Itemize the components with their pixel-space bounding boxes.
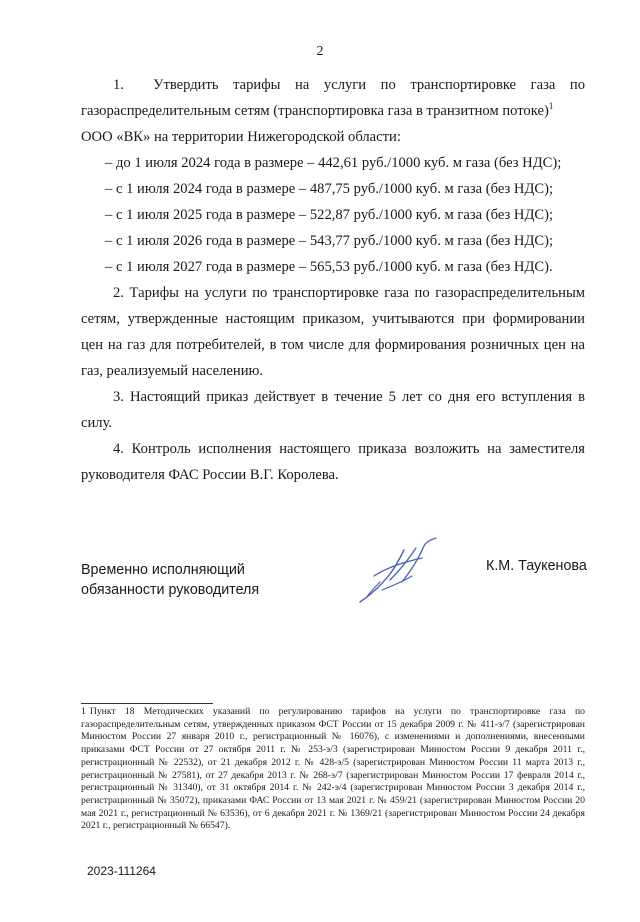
page-number: 2 bbox=[316, 44, 324, 59]
handwritten-signature bbox=[352, 536, 448, 608]
paragraph-1-text: Утвердить тарифы на услуги по транспортировке газа по газораспределительным сетям (транспортировка газа в транзитном потоке) bbox=[81, 77, 586, 119]
paragraph-1 bbox=[81, 72, 585, 124]
footnote bbox=[81, 706, 585, 833]
document-code: 2023-111264 bbox=[87, 864, 156, 878]
tariff-item: – до 1 июля 2024 года в размере – 442,61 руб./1000 куб. м газа (без НДС); bbox=[105, 155, 562, 171]
footnote-mark: 1 bbox=[81, 706, 86, 717]
footnote-separator bbox=[81, 703, 213, 704]
paragraph-1-number: 1. bbox=[113, 77, 124, 93]
paragraph-3: 3. Настоящий приказ действует в течение 5 лет со дня его вступления в силу. bbox=[81, 389, 585, 431]
signatory-position-line-2: обязанности руководителя bbox=[81, 582, 260, 598]
signatory-position bbox=[81, 560, 259, 600]
tariff-item: – с 1 июля 2027 года в размере – 565,53 руб./1000 куб. м газа (без НДС). bbox=[105, 259, 553, 275]
paragraph-4: 4. Контроль исполнения настоящего приказа возложить на заместителя руководителя ФАС России В.Г. Королева. bbox=[81, 441, 585, 483]
paragraph-2: 2. Тарифы на услуги по транспортировке газа по газораспределительным сетям, утвержденные настоящим приказом, учитываются при формировании цен на газ для потребителей, в том числе для формирования розничных цен на газ, реализуемый населению. bbox=[81, 285, 585, 379]
order-body bbox=[81, 72, 585, 488]
signatory-position-line-1: Временно исполняющий bbox=[81, 562, 245, 578]
paragraph-1-continuation: ООО «ВК» на территории Нижегородской области: bbox=[81, 129, 401, 145]
footnote-text: Пункт 18 Методических указаний по регулированию тарифов на услуги по транспортировке газа по газораспределительным сетям, утвержденных приказом ФСТ России от 15 декабря 2009 г. № 411-э/7 (зарегистрирован Минюстом России 27 января 2010 г., регистрационный № 16076), с изменениями и дополнениями, внесенными приказами ФСТ России от 27 октября 2011 г. № 253-э/3 (зарегистрирован Минюстом России 9 декабря 2011 г., регистрационный № 22532), от 21 декабря 2012 г. № 428-э/5 (зарегистрирован Минюстом России 11 марта 2013 г., регистрационный № 27581), от 27 декабря 2013 г. № 268-э/7 (зарегистрирован Минюстом России 17 февраля 2014 г., регистрационный № 31340), от 31 октября 2014 г. № 242-э/4 (зарегистрирован Минюстом России 3 декабря 2014 г., регистрационный № 35072), приказами ФАС России от 13 мая 2021 г. № 459/21 (зарегистрирован Минюстом России 20 мая 2021 г., регистрационный № 63536), от 6 декабря 2021 г. № 1369/21 (зарегистрирован Минюстом России 24 декабря 2021 г., регистрационный № 66547). bbox=[81, 706, 585, 832]
tariff-item: – с 1 июля 2024 года в размере – 487,75 руб./1000 куб. м газа (без НДС); bbox=[105, 181, 554, 197]
tariff-item: – с 1 июля 2026 года в размере – 543,77 руб./1000 куб. м газа (без НДС); bbox=[105, 233, 554, 249]
signatory-name: К.М. Таукенова bbox=[486, 558, 587, 574]
footnote-reference: 1 bbox=[548, 101, 554, 112]
tariff-item: – с 1 июля 2025 года в размере – 522,87 руб./1000 куб. м газа (без НДС); bbox=[105, 207, 554, 223]
